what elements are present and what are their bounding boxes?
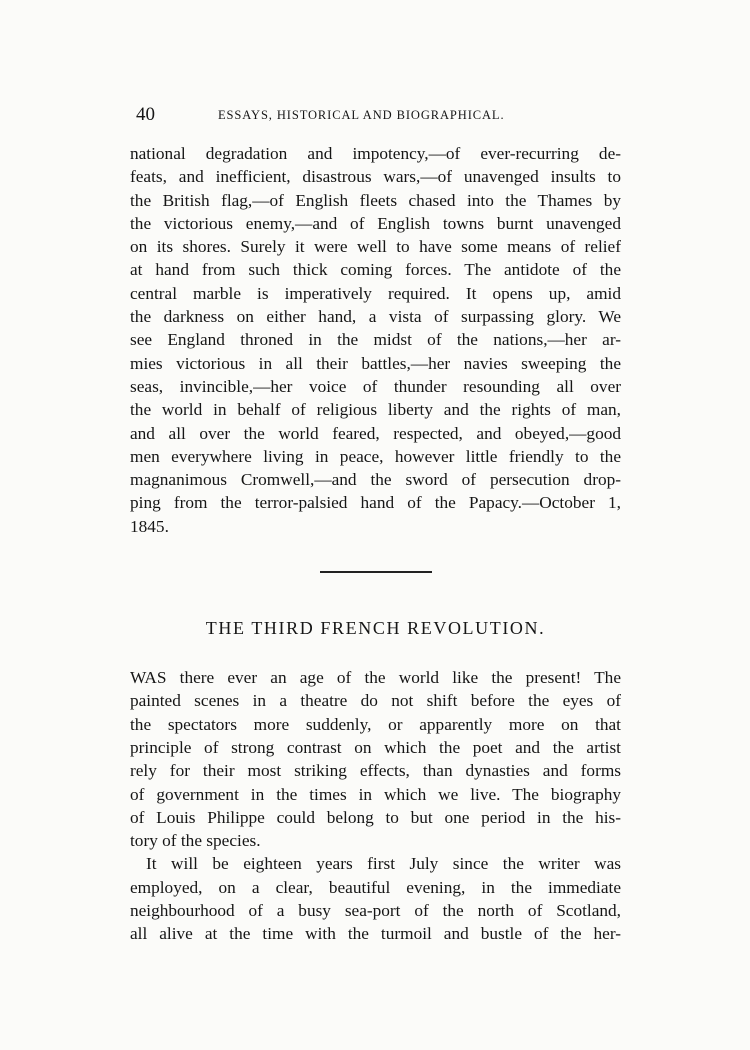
paragraph-1: [130, 666, 621, 852]
text-line: on its shores. Surely it were well to have some means of relief: [130, 237, 621, 257]
text-line: the darkness on either hand, a vista of surpassing glory. We: [130, 307, 621, 327]
continued-paragraph: [130, 142, 621, 538]
text-line: all alive at the time with the turmoil and bustle of the her-: [130, 924, 621, 944]
text-line: seas, invincible,—her voice of thunder resounding all over: [130, 376, 621, 396]
text-line: mies victorious in all their battles,—her navies sweeping the: [130, 353, 621, 373]
section-divider: [320, 571, 432, 573]
text-line: painted scenes in a theatre do not shift before the eyes of: [130, 691, 621, 711]
text-line: 1845.: [130, 516, 169, 536]
text-line: the world in behalf of religious liberty and the rights of man,: [130, 400, 621, 420]
book-page: [130, 100, 621, 946]
text-line: of government in the times in which we live. The biography: [130, 784, 621, 804]
text-line: WAS there ever an age of the world like the present! The: [130, 668, 621, 688]
page-number: 40: [136, 104, 155, 125]
text-line: the victorious enemy,—and of English towns burnt unavenged: [130, 213, 621, 233]
text-line: rely for their most striking effects, than dynasties and forms: [130, 761, 621, 781]
running-head: ESSAYS, HISTORICAL AND BIOGRAPHICAL.: [218, 108, 505, 122]
text-line: ping from the terror-palsied hand of the Papacy.—October 1,: [130, 493, 621, 513]
text-line: tory of the species.: [130, 831, 261, 851]
text-line: neighbourhood of a busy sea-port of the north of Scotland,: [130, 901, 621, 921]
text-line: principle of strong contrast on which the poet and the artist: [130, 737, 621, 757]
text-line: and all over the world feared, respected, and obeyed,—good: [130, 423, 621, 443]
text-line: see England throned in the midst of the nations,—her ar-: [130, 330, 621, 350]
paragraph-2: [130, 852, 621, 945]
page-header: [130, 100, 621, 130]
section-title: THE THIRD FRENCH REVOLUTION.: [205, 618, 546, 639]
text-line: men everywhere living in peace, however little friendly to the: [130, 446, 621, 466]
text-line: national degradation and impotency,—of ever-recurring de-: [130, 144, 621, 163]
text-line: at hand from such thick coming forces. The antidote of the: [130, 260, 621, 280]
text-line: the British flag,—of English fleets chased into the Thames by: [130, 190, 621, 210]
text-line: It will be eighteen years first July since the writer was: [146, 854, 621, 874]
text-line: feats, and inefficient, disastrous wars,—of unavenged insults to: [130, 167, 621, 187]
text-line: the spectators more suddenly, or apparently more on that: [130, 714, 621, 734]
text-line: magnanimous Cromwell,—and the sword of persecution drop-: [130, 470, 621, 490]
text-line: employed, on a clear, beautiful evening, in the immediate: [130, 877, 621, 897]
text-line: central marble is imperatively required. It opens up, amid: [130, 283, 621, 303]
text-line: of Louis Philippe could belong to but one period in the his-: [130, 807, 621, 827]
